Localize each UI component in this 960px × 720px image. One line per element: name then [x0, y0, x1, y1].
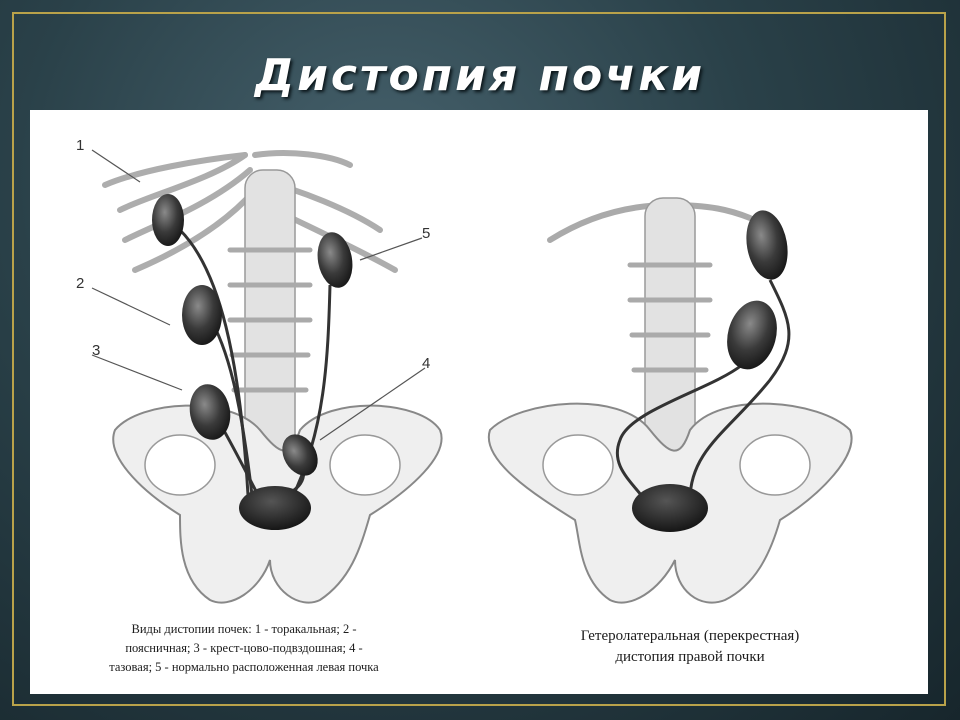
kidney-thoracic: [152, 194, 184, 246]
callout-1: 1: [76, 137, 85, 154]
illustration-panel: [30, 110, 928, 694]
callout-2: 2: [76, 275, 85, 292]
callout-4: 4: [422, 355, 431, 372]
slide-title: Дистопия почки: [254, 50, 706, 101]
left-caption-line: поясничная; 3 - крест-цово-подвздошная; 4 -: [125, 641, 363, 655]
right-bladder: [632, 484, 708, 532]
right-caption-line: дистопия правой почки: [615, 649, 765, 665]
anatomy-illustration: [30, 110, 928, 694]
kidney-crossed-lower: [720, 295, 784, 375]
left-caption-line: Виды дистопии почек: 1 - торакальная; 2 -: [131, 622, 357, 636]
kidney-normal-left: [313, 229, 356, 290]
right-caption: [530, 626, 850, 668]
left-caption: [64, 620, 424, 677]
left-caption-line: тазовая; 5 - нормально расположенная левая почка: [109, 660, 379, 674]
left-bladder: [239, 486, 311, 530]
callout-5: 5: [422, 225, 431, 242]
kidney-lumbar: [182, 285, 222, 345]
right-caption-line: Гетеролатеральная (перекрестная): [580, 628, 800, 644]
left-figure: [76, 137, 442, 603]
right-figure: [489, 198, 852, 603]
callout-3: 3: [92, 342, 101, 359]
